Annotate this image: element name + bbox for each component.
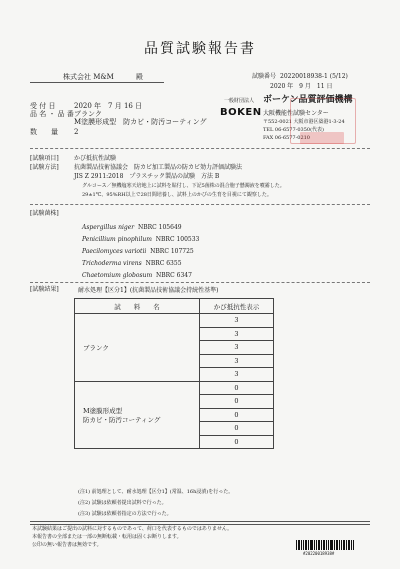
barcode-number: #20220018938# — [303, 551, 335, 556]
strain-name: Trichoderma virens — [82, 260, 142, 267]
receipt-date-label: 受 付 日 — [30, 102, 56, 110]
result-cell: 3 — [200, 354, 274, 368]
test-item-label: [試験項目] — [30, 155, 59, 162]
test-method-line-4: 29±1℃、95%RH以上で28日間培養し、試料上のかびの生育を目視にて観察した。 — [82, 192, 272, 198]
col-sample-header: 試 料 名 — [75, 299, 200, 314]
footer-line-3: 公印の無い報告書は無効です。 — [32, 542, 102, 548]
client-underline — [30, 82, 164, 83]
lab-seal-ink — [300, 132, 344, 144]
strain-row — [82, 236, 199, 244]
result-cell: 0 — [200, 381, 274, 395]
lab-tel: TEL 06-6577-0350(代表) — [263, 127, 324, 133]
client-name: 株式会社 M&M — [63, 73, 114, 81]
client-honorific: 殿 — [136, 73, 143, 81]
quantity-label: 数 量 — [30, 128, 58, 136]
result-cell: 3 — [200, 327, 274, 341]
test-item-value: かび抵抗性試験 — [74, 155, 117, 162]
result-cell: 0 — [200, 435, 274, 449]
report-number: 20220018938-1 (5/12) — [280, 73, 348, 80]
footer-line-2: 本報告書の全部または一部の無断転載・転用は固くお断りします。 — [32, 534, 182, 540]
strains-label: [試験菌株] — [30, 210, 59, 217]
report-date: 2020 年 9 月 11 日 — [270, 83, 333, 90]
section-divider — [30, 148, 370, 149]
test-method-label: [試験方法] — [30, 164, 59, 171]
strain-id: NBRC 100533 — [155, 236, 200, 243]
table-row — [75, 381, 274, 395]
results-label: [試験結果] — [30, 286, 59, 293]
lab-association: 一般財団法人 — [224, 98, 255, 104]
sample-name-line: M塗膜形成型 — [83, 406, 123, 415]
strain-row — [82, 224, 182, 232]
result-cell: 0 — [200, 422, 274, 436]
strain-name: Aspergillus niger — [82, 224, 135, 231]
product-label: 品 名 ・ 品 番 — [30, 110, 74, 118]
result-cell: 3 — [200, 341, 274, 355]
sample-name: ブランク — [83, 343, 109, 352]
strain-row — [82, 272, 192, 280]
strain-id: NBRC 6347 — [155, 272, 192, 279]
strain-name: Penicillium pinophilum — [82, 236, 152, 243]
col-result-header: かび抵抗性表示 — [200, 299, 274, 314]
sample-name-line: 防カビ・防汚コーティング — [83, 415, 161, 424]
test-method-line-2: JIS Z 2911:2018 プラスチック製品の試験 方法 B — [74, 173, 220, 180]
page-title: 品質試験報告書 — [144, 41, 256, 57]
result-cell: 0 — [200, 395, 274, 409]
lab-name: ボーケン品質評価機構 — [263, 95, 353, 105]
result-cell: 3 — [200, 368, 274, 382]
table-row — [75, 314, 274, 328]
footer-rule — [30, 521, 370, 525]
strain-name: Paecilomyces variotii — [82, 248, 147, 255]
strain-id: NBRC 105649 — [138, 224, 182, 231]
results-caption: 耐水処理【区分1】(抗菌製品技術協議会持続性基準) — [78, 287, 219, 294]
strain-row — [82, 248, 194, 256]
strain-row — [82, 260, 182, 268]
sample-name-cell — [75, 314, 200, 382]
test-method-line-3: グルコース／無機塩寒天培地上に試料を貼付し、下記5菌株の混合胞子懸濁液を噴霧した。 — [82, 183, 285, 189]
lab-fax: FAX 06-6577-0210 — [263, 135, 310, 141]
product-line-1: ブランク — [74, 110, 102, 118]
strain-id: NBRC 107725 — [150, 248, 194, 255]
quantity-value: 2 — [74, 128, 79, 136]
sample-name-cell — [75, 381, 200, 449]
note-2: (注2) 試験は依頼者提出試料で行った。 — [78, 500, 167, 506]
results-table — [74, 298, 274, 449]
section-divider — [30, 204, 370, 205]
strain-name: Chaetomium globosum — [82, 272, 153, 279]
report-number-label: 試験番号 — [252, 73, 277, 80]
strain-id: NBRC 6355 — [145, 260, 182, 267]
footer-line-1: 本試験結果はご提出の試料に対するものであって、荷口を代表するものではありません。 — [32, 526, 233, 532]
note-1: (注1) 前処理として、耐水処理【区分1】(常温、16h浸漬)を行った。 — [78, 489, 234, 495]
table-header-row — [75, 299, 274, 314]
product-line-2: M塗膜形成型 防カビ・防汚コーティング — [74, 118, 207, 126]
test-method-line-1: 抗菌製品技術協議会 防カビ加工製品の防カビ効力評価試験法 — [74, 164, 243, 171]
section-divider — [30, 282, 370, 283]
lab-branch: 大阪機能性試験センター — [263, 110, 329, 117]
receipt-date: 2020 年 7 月 16 日 — [74, 102, 143, 110]
lab-address: 〒552-0021 大阪市港区築港1-3-24 — [263, 119, 345, 125]
result-cell: 0 — [200, 408, 274, 422]
boken-logo: BOKEN — [220, 107, 262, 118]
result-cell: 3 — [200, 314, 274, 328]
note-3: (注3) 試験は依頼者指定の方法で行った。 — [78, 511, 172, 517]
barcode-icon — [296, 540, 354, 550]
